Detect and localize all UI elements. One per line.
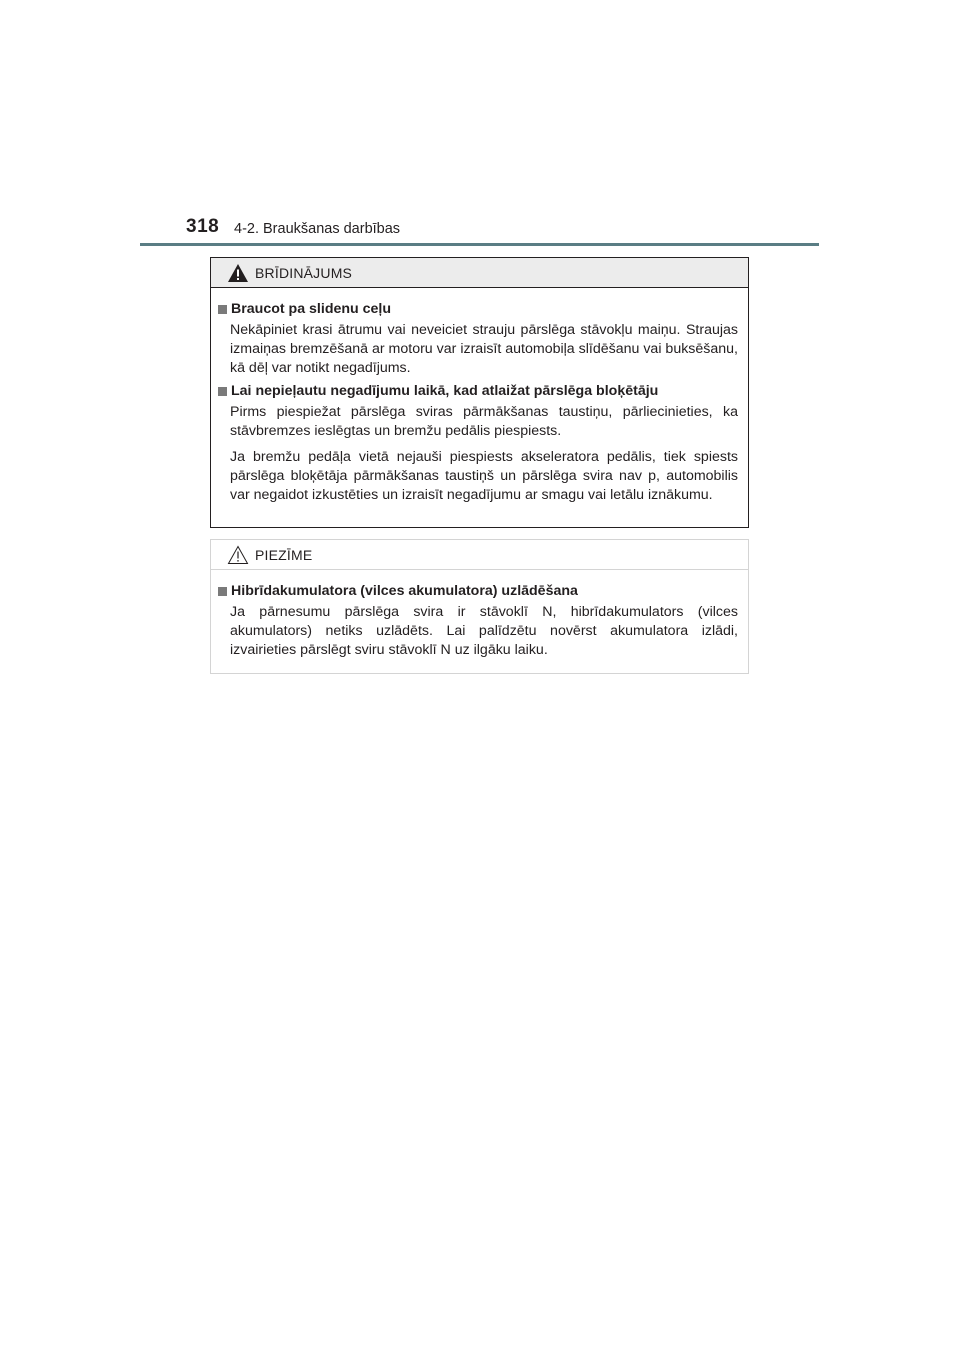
warning-paragraph: Pirms piespiežat pārslēga sviras pārmākšanas taustiņu, pārliecinieties, ka stāvbremzes ieslēgtas un bremžu pedālis piespiests. — [230, 404, 738, 439]
square-bullet-icon — [218, 387, 227, 396]
page-number: 318 — [186, 216, 220, 237]
warning-item-title — [218, 382, 738, 401]
notice-item-title-text: Hibrīdakumulatora (vilces akumulatora) uzlādēšana — [231, 583, 578, 599]
notice-label: PIEZĪME — [255, 547, 313, 563]
warning-paragraph: Nekāpiniet krasi ātrumu vai neveiciet strauju pārslēga stāvokļu maiņu. Straujas izmaiņas bremzēšanā ar motoru var izraisīt automobiļa slīdēšanu vai buksēšanu, kā dēļ var notikt negadījums. — [230, 322, 738, 376]
warning-paragraph: Ja bremžu pedāļa vietā nejauši piespiests akseleratora pedālis, tiek spiests pārslēga bloķētāja pārmākšanas taustiņš un pārslēga svira nav p, automobilis var negaidot izkustēties un izraisīt negadījumu ar smagu vai letālu iznākumu. — [230, 449, 738, 503]
notice-body — [211, 570, 748, 660]
warning-box — [210, 257, 749, 528]
warning-item-title-text: Lai nepieļautu negadījumu laikā, kad atlaižat pārslēga bloķētāju — [231, 383, 659, 399]
caution-triangle-outline-icon — [227, 545, 249, 565]
warning-label: BRĪDINĀJUMS — [255, 265, 353, 281]
notice-box — [210, 539, 749, 674]
header-rule — [140, 243, 819, 246]
warning-item-title — [218, 300, 738, 319]
warning-header — [211, 258, 748, 288]
notice-paragraph: Ja pārnesumu pārslēga svira ir stāvoklī N, hibrīdakumulators (vilces akumulators) netiks uzlādēts. Lai palīdzētu novērst akumulatora izlādi, izvairieties pārslēgt sviru stāvoklī N uz ilgāku laiku. — [230, 604, 738, 658]
notice-item-title — [218, 582, 738, 601]
square-bullet-icon — [218, 587, 227, 596]
square-bullet-icon — [218, 305, 227, 314]
warning-item-title-text: Braucot pa slidenu ceļu — [231, 301, 392, 317]
warning-triangle-icon — [227, 263, 249, 283]
section-title: 4-2. Braukšanas darbības — [234, 221, 401, 237]
notice-header — [211, 540, 748, 570]
warning-body — [211, 288, 748, 505]
